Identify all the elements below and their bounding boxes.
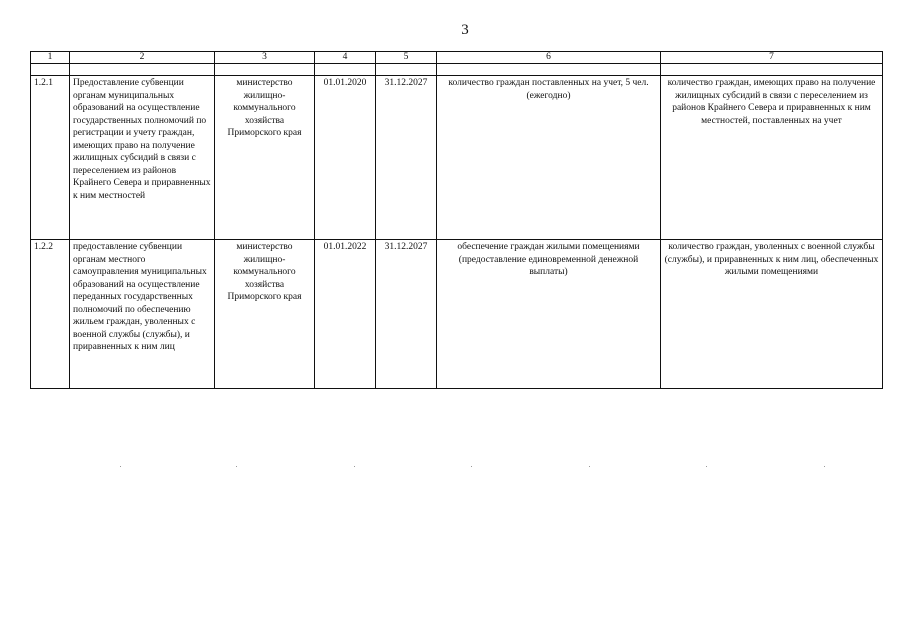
table-row [31, 240, 883, 389]
header-cell: 4 [315, 52, 376, 64]
header-cell: 5 [376, 52, 437, 64]
header-cell: 2 [70, 52, 215, 64]
header-cell: 7 [661, 52, 883, 64]
indicator: количество граждан, уволенных с военной службы (службы), и приравненных к ним лиц, обеспеченных жилыми помещениями [661, 240, 883, 389]
header-row [31, 52, 883, 64]
measure-name: предоставление субвенции органам местного самоуправления муниципальных образований на осуществление переданных государственных полномочий по обеспечению жильем граждан, уволенных с военной службы (службы), и приравненных к ним лиц [70, 240, 215, 389]
executor: министерство жилищно-коммунального хозяйства Приморского края [215, 76, 315, 240]
end-date: 31.12.2027 [376, 240, 437, 389]
header-cell: 3 [215, 52, 315, 64]
indicator: количество граждан, имеющих право на получение жилищных субсидий в связи с переселением из районов Крайнего Севера и приравненных к ним местностей, поставленных на учет [661, 76, 883, 240]
measures-table [30, 51, 883, 389]
header-cell: 6 [437, 52, 661, 64]
row-number: 1.2.2 [31, 240, 70, 389]
scan-noise [0, 466, 905, 468]
page-number: 3 [461, 22, 469, 38]
start-date: 01.01.2020 [315, 76, 376, 240]
expected-result: количество граждан поставленных на учет, 5 чел. (ежегодно) [437, 76, 661, 240]
spacer-row [31, 64, 883, 76]
measure-name: Предоставление субвенции органам муниципальных образований на осуществление государственных полномочий по регистрации и учету граждан, имеющих право на получение жилищных субсидий в связи с переселением из районов Крайнего Севера и приравненных к ним местностей [70, 76, 215, 240]
end-date: 31.12.2027 [376, 76, 437, 240]
table-row [31, 76, 883, 240]
header-cell: 1 [31, 52, 70, 64]
start-date: 01.01.2022 [315, 240, 376, 389]
executor: министерство жилищно-коммунального хозяйства Приморского края [215, 240, 315, 389]
row-number: 1.2.1 [31, 76, 70, 240]
expected-result: обеспечение граждан жилыми помещениями (предоставление единовременной денежной выплаты) [437, 240, 661, 389]
